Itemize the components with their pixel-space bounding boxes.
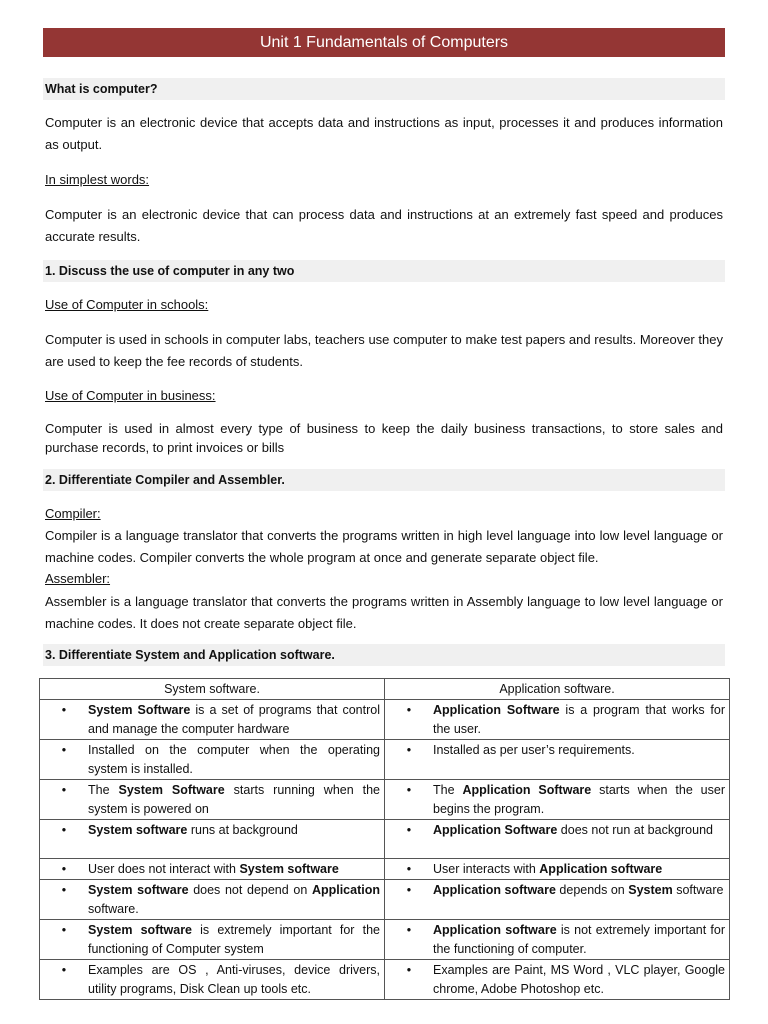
application-software-cell xyxy=(385,820,730,859)
system-software-cell xyxy=(40,960,385,1000)
cell-text: Examples are Paint, MS Word , VLC player, Google chrome, Adobe Photoshop etc. xyxy=(433,963,725,996)
column-header-application: Application software. xyxy=(385,679,730,700)
schools-paragraph: Computer is used in schools in computer labs, teachers use computer to make test papers and results. Moreover they are used to keep the fee records of students. xyxy=(45,332,723,369)
column-header-system: System software. xyxy=(40,679,385,700)
application-software-cell xyxy=(385,700,730,740)
cell-text: Installed on the computer when the operating system is installed. xyxy=(88,743,380,776)
application-software-cell xyxy=(385,960,730,1000)
bullet-icon: • xyxy=(406,823,412,837)
cell-text: System software runs at background xyxy=(88,823,298,837)
table-row xyxy=(40,920,730,960)
cell-text: User does not interact with System software xyxy=(88,862,339,876)
application-software-cell xyxy=(385,780,730,820)
bullet-icon: • xyxy=(406,862,412,876)
cell-text: Application software depends on System software xyxy=(433,883,724,897)
cell-text: Examples are OS , Anti-viruses, device drivers, utility programs, Disk Clean up tools etc. xyxy=(88,963,380,996)
system-software-cell xyxy=(40,820,385,859)
definition-paragraph: Computer is an electronic device that accepts data and instructions as input, processes it and produces information as output. xyxy=(45,115,723,152)
bullet-icon: • xyxy=(406,883,412,897)
compiler-paragraph: Compiler is a language translator that converts the programs written in high level language into low level language or machine codes. Compiler converts the whole program at once and generate separate object file. xyxy=(45,528,723,565)
system-software-cell xyxy=(40,920,385,960)
bullet-icon: • xyxy=(61,862,67,876)
application-software-cell xyxy=(385,859,730,880)
comparison-table xyxy=(39,678,730,1000)
question-heading-what-is-computer: What is computer? xyxy=(43,78,725,100)
bullet-icon: • xyxy=(406,783,412,797)
business-subheading: Use of Computer in business: xyxy=(45,388,216,403)
cell-text: The System Software starts running when the system is powered on xyxy=(88,783,380,816)
bullet-icon: • xyxy=(406,703,412,717)
application-software-cell xyxy=(385,740,730,780)
table-row xyxy=(40,859,730,880)
table-row xyxy=(40,780,730,820)
simplest-definition-paragraph: Computer is an electronic device that can process data and instructions at an extremely fast speed and produces accurate results. xyxy=(45,207,723,244)
bullet-icon: • xyxy=(406,963,412,977)
table-row xyxy=(40,880,730,920)
bullet-icon: • xyxy=(61,883,67,897)
application-software-cell xyxy=(385,920,730,960)
question-heading-3: 3. Differentiate System and Application software. xyxy=(43,644,725,666)
bullet-icon: • xyxy=(61,703,67,717)
cell-text: The Application Software starts when the user begins the program. xyxy=(433,783,725,816)
table-row xyxy=(40,700,730,740)
question-heading-2: 2. Differentiate Compiler and Assembler. xyxy=(43,469,725,491)
bullet-icon: • xyxy=(61,963,67,977)
compiler-subheading: Compiler: xyxy=(45,506,101,521)
table-row xyxy=(40,740,730,780)
cell-text: System Software is a set of programs that control and manage the computer hardware xyxy=(88,703,380,736)
system-software-cell xyxy=(40,880,385,920)
bullet-icon: • xyxy=(61,823,67,837)
cell-text: Installed as per user’s requirements. xyxy=(433,743,635,757)
schools-subheading: Use of Computer in schools: xyxy=(45,297,209,312)
cell-text: Application Software does not run at background xyxy=(433,823,713,837)
system-software-cell xyxy=(40,780,385,820)
business-paragraph: Computer is used in almost every type of business to keep the daily business transactions, to store sales and purchase records, to print invoices or bills xyxy=(45,421,723,455)
cell-text: Application software is not extremely important for the functioning of computer. xyxy=(433,923,725,956)
document-title-text: Unit 1 Fundamentals of Computers xyxy=(259,33,509,51)
bullet-icon: • xyxy=(61,743,67,757)
table-row xyxy=(40,820,730,859)
assembler-subheading: Assembler: xyxy=(45,571,111,586)
question-heading-1: 1. Discuss the use of computer in any two xyxy=(43,260,725,282)
system-software-cell xyxy=(40,859,385,880)
system-software-cell xyxy=(40,700,385,740)
cell-text: Application Software is a program that works for the user. xyxy=(433,703,725,736)
system-software-cell xyxy=(40,740,385,780)
cell-text: System software does not depend on Application software. xyxy=(88,883,380,916)
document-title xyxy=(43,28,725,57)
bullet-icon: • xyxy=(406,743,412,757)
bullet-icon: • xyxy=(61,923,67,937)
bullet-icon: • xyxy=(406,923,412,937)
bullet-icon: • xyxy=(61,783,67,797)
cell-text: User interacts with Application software xyxy=(433,862,663,876)
assembler-paragraph: Assembler is a language translator that converts the programs written in Assembly language to low level language or machine codes. It does not create separate object file. xyxy=(45,594,723,631)
simplest-words-subheading: In simplest words: xyxy=(45,172,150,187)
table-header-row xyxy=(40,679,730,700)
cell-text: System software is extremely important for the functioning of Computer system xyxy=(88,923,380,956)
application-software-cell xyxy=(385,880,730,920)
table-row xyxy=(40,960,730,1000)
